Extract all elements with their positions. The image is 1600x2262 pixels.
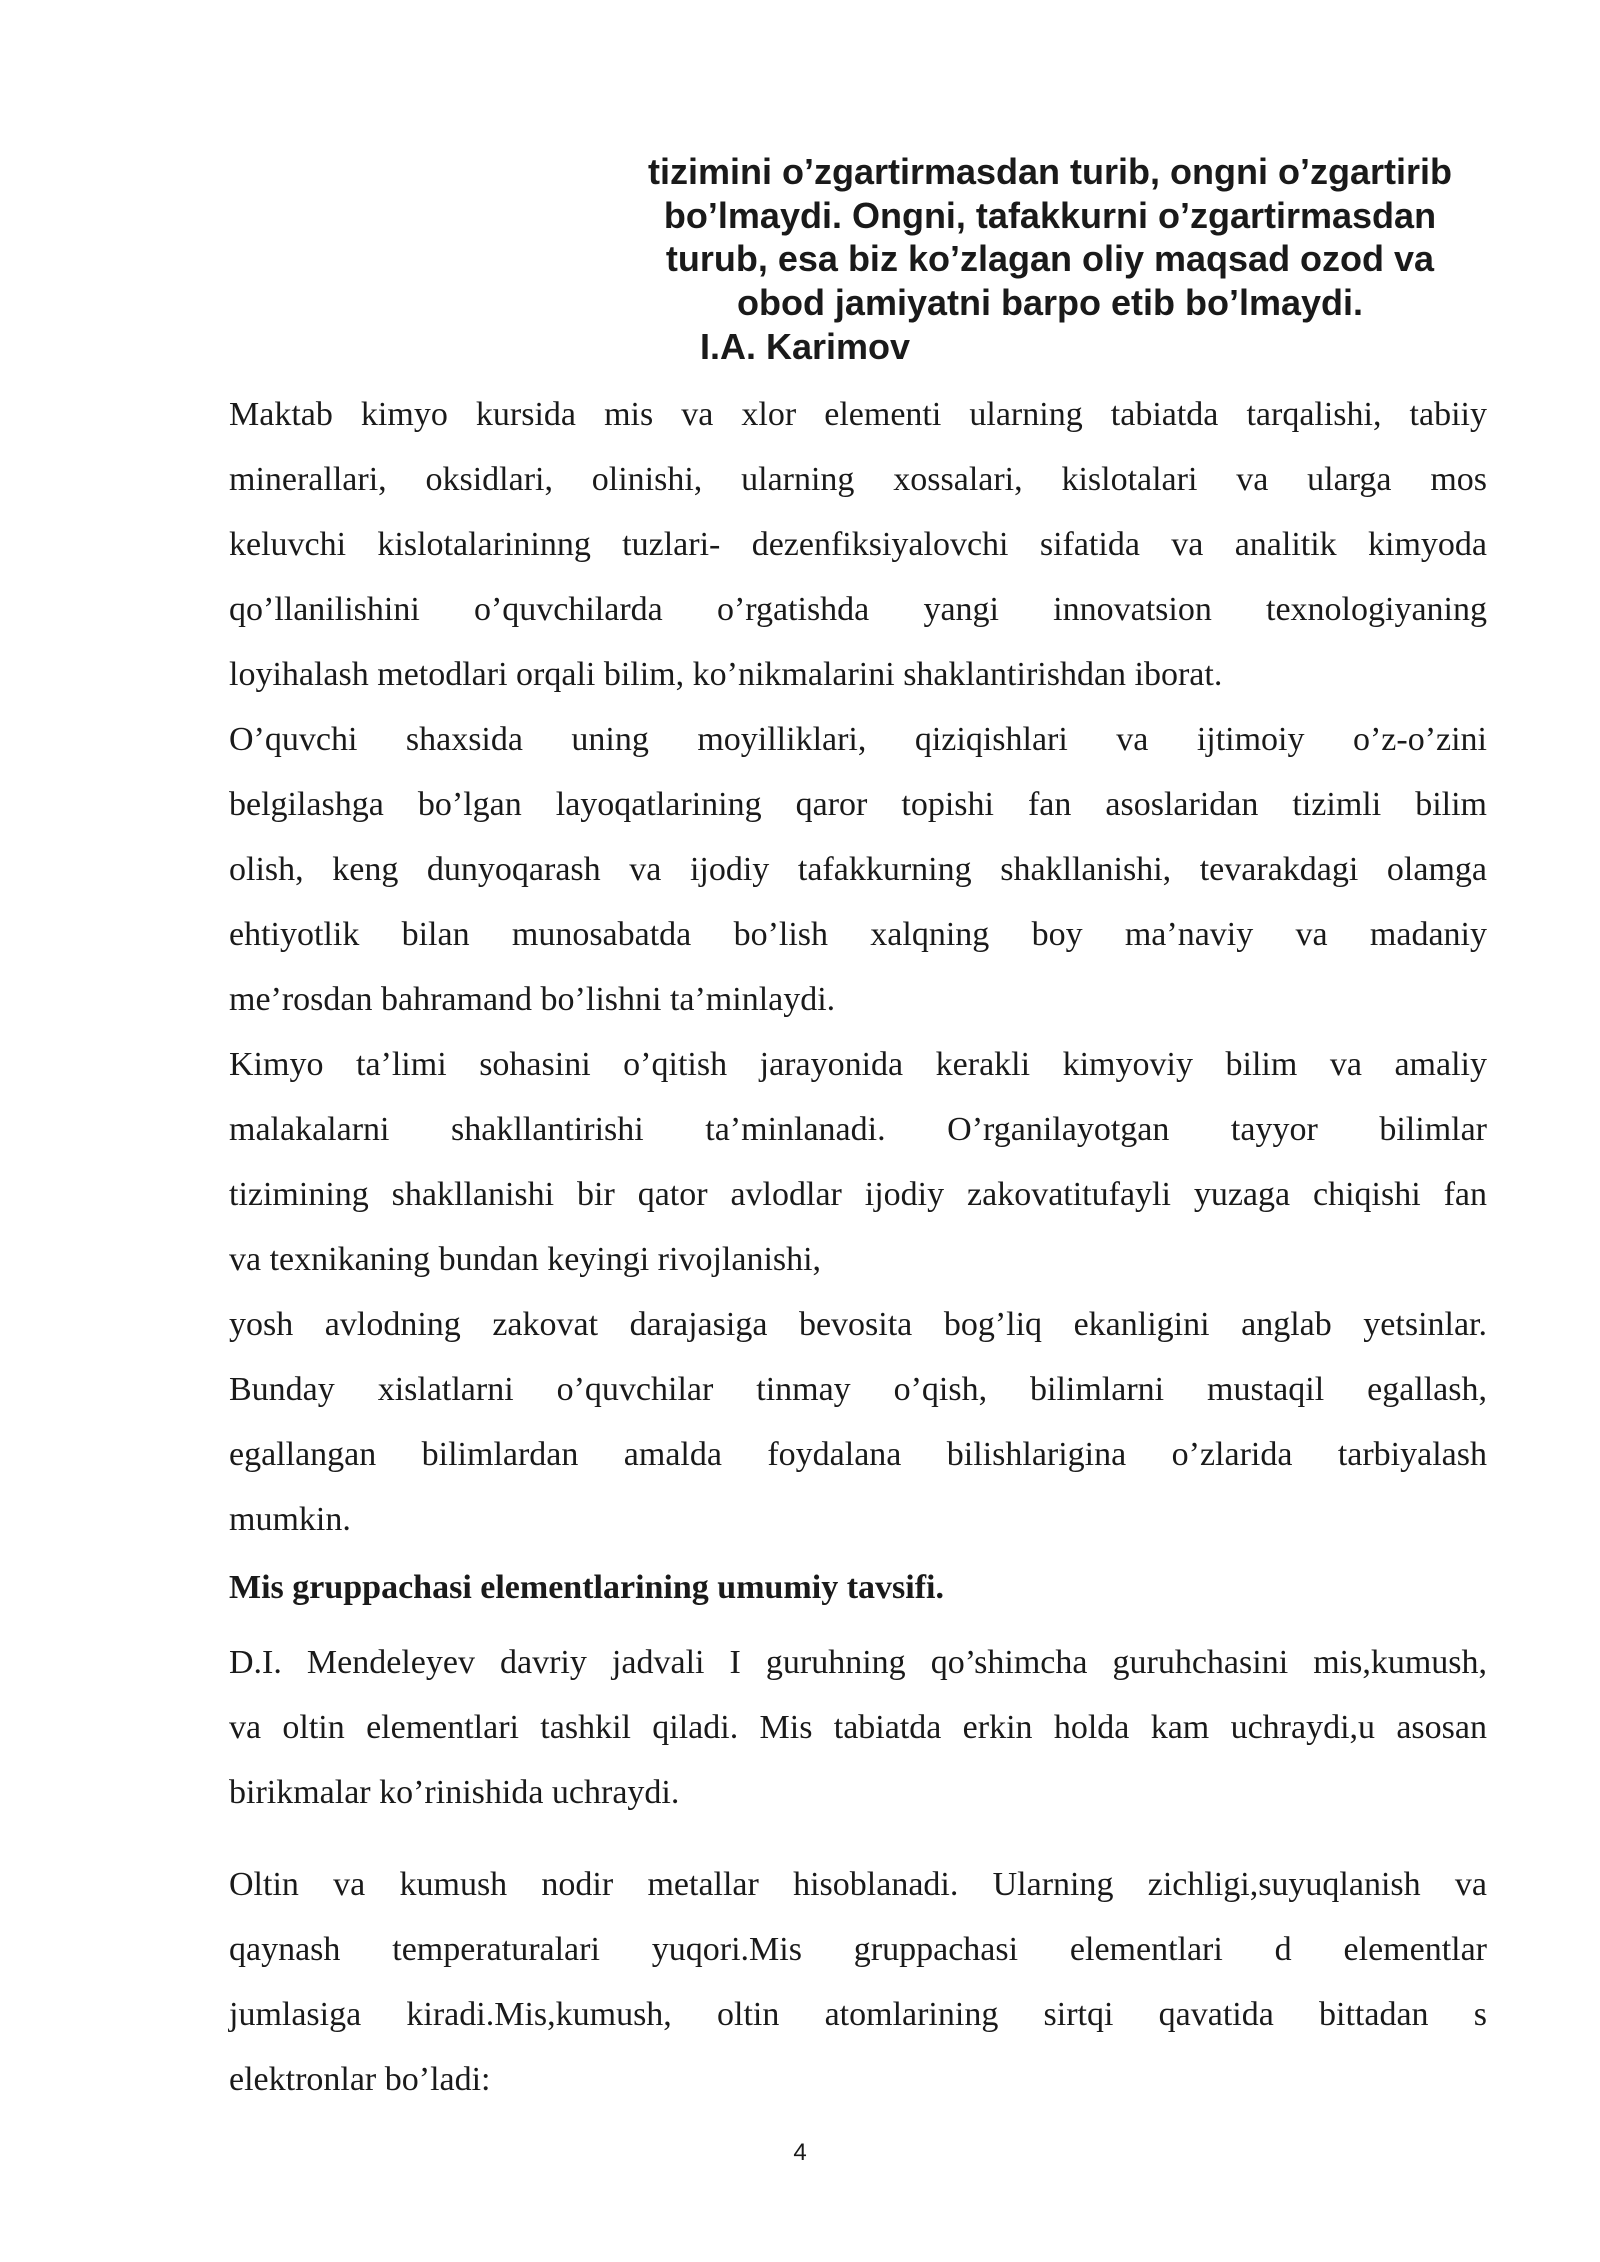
text-line: yosh avlodning zakovat darajasiga bevosita bog’liq ekanligini anglab yetsinlar. [229, 1306, 1487, 1343]
text-line: ehtiyotlik bilan munosabatda bo’lish xalqning boy ma’naviy va madaniy [229, 916, 1487, 953]
text-line: elektronlar bo’ladi: [229, 2061, 491, 2098]
intro-text [229, 382, 1487, 1552]
text-line: belgilashga bo’lgan layoqatlarining qaror topishi fan asoslaridan tizimli bilim [229, 786, 1487, 823]
text-line: D.I. Mendeleyev davriy jadvali I guruhning qo’shimcha guruhchasini mis,kumush, [229, 1644, 1487, 1681]
paragraph [229, 707, 1487, 1032]
text-line: keluvchi kislotalarininng tuzlari- dezenfiksiyalovchi sifatida va analitik kimyoda [229, 526, 1487, 563]
text-line: Oltin va kumush nodir metallar hisoblanadi. Ularning zichligi,suyuqlanish va [229, 1866, 1487, 1903]
epigraph-author: I.A. Karimov [700, 326, 911, 367]
text-line: birikmalar ko’rinishida uchraydi. [229, 1774, 680, 1811]
text-line: O’quvchi shaxsida uning moyilliklari, qiziqishlari va ijtimoiy o’z-o’zini [229, 721, 1487, 758]
text-line: Kimyo ta’limi sohasini o’qitish jarayonida kerakli kimyoviy bilim va amaliy [229, 1046, 1487, 1083]
text-line: jumlasiga kiradi.Mis,kumush, oltin atomlarining sirtqi qavatida bittadan s [229, 1996, 1487, 2033]
paragraph [229, 1630, 1487, 1825]
epigraph-line: turub, esa biz ko’zlagan oliy maqsad ozod va [665, 238, 1435, 279]
section-paragraph [229, 1852, 1487, 2112]
paragraph [229, 1032, 1487, 1292]
epigraph-line: tizimini o’zgartirmasdan turib, ongni o’zgartirib [647, 151, 1453, 192]
paragraph [229, 1852, 1487, 2112]
text-line: va oltin elementlari tashkil qiladi. Mis tabiatda erkin holda kam uchraydi,u asosan [229, 1709, 1487, 1746]
text-line: qo’llanilishini o’quvchilarda o’rgatishda yangi innovatsion texnologiyaning [229, 591, 1487, 628]
text-line: me’rosdan bahramand bo’lishni ta’minlaydi. [229, 981, 836, 1018]
text-line: minerallari, oksidlari, olinishi, ularning xossalari, kislotalari va ularga mos [229, 461, 1487, 498]
paragraph [229, 382, 1487, 707]
text-line: tizimining shakllanishi bir qator avlodlar ijodiy zakovatitufayli yuzaga chiqishi fan [229, 1176, 1487, 1213]
section-paragraph [229, 1630, 1487, 1825]
text-line: olish, keng dunyoqarash va ijodiy tafakkurning shakllanishi, tevarakdagi olamga [229, 851, 1487, 888]
text-line: egallangan bilimlardan amalda foydalana bilishlarigina o’zlarida tarbiyalash [229, 1436, 1487, 1473]
section-heading: Mis gruppachasi elementlarining umumiy tavsifi. [229, 1569, 944, 1606]
epigraph-line: bo’lmaydi. Ongni, tafakkurni o’zgartirmasdan [663, 194, 1437, 236]
epigraph-line: obod jamiyatni barpo etib bo’lmaydi. [736, 281, 1364, 323]
text-line: loyihalash metodlari orqali bilim, ko’nikmalarini shaklantirishdan iborat. [229, 656, 1223, 693]
text-line: va texnikaning bundan keyingi rivojlanishi, [229, 1241, 822, 1278]
text-line: malakalarni shakllantirishi ta’minlanadi. O’rganilayotgan tayyor bilimlar [229, 1111, 1487, 1148]
text-line: mumkin. [229, 1501, 351, 1538]
text-line: Maktab kimyo kursida mis va xlor elementi ularning tabiatda tarqalishi, tabiiy [229, 396, 1487, 433]
text-line: qaynash temperaturalari yuqori.Mis gruppachasi elementlari d elementlar [229, 1931, 1487, 1968]
paragraph [229, 1292, 1487, 1552]
page-number: 4 [793, 2139, 807, 2166]
epigraph-quote [600, 150, 1500, 324]
text-line: Bunday xislatlarni o’quvchilar tinmay o’qish, bilimlarni mustaqil egallash, [229, 1371, 1487, 1408]
